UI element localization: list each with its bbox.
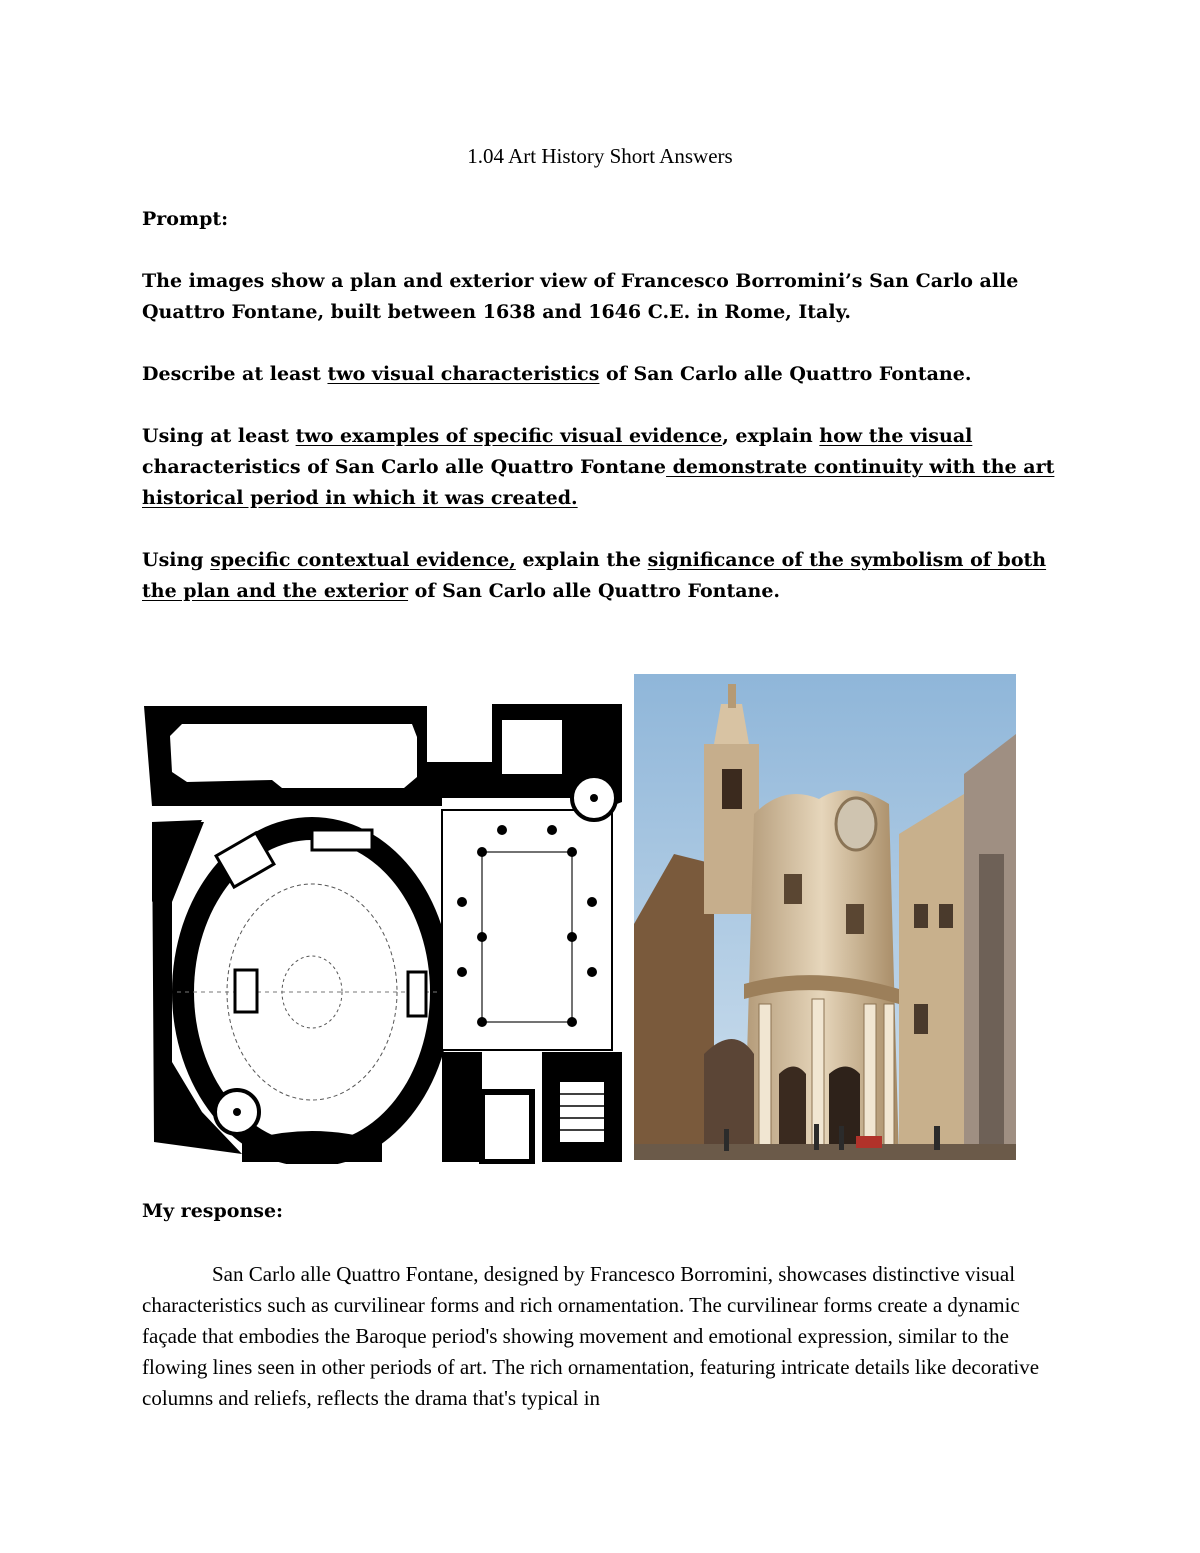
figures: [0, 672, 1200, 1192]
floor-plan-image: [142, 702, 628, 1164]
document-title: 1.04 Art History Short Answers: [467, 144, 733, 168]
prompt-heading: Prompt:: [142, 208, 229, 230]
prompt-paragraph-4: Using specific contextual evidence, explain the significance of the symbolism of both the plan and the exterior of San Carlo alle Quattro Fontane.: [142, 549, 1047, 602]
prompt-paragraph-2: Describe at least two visual characteristics of San Carlo alle Quattro Fontane.: [142, 363, 972, 385]
exterior-photo-image: [634, 674, 1016, 1160]
response-heading: My response:: [142, 1200, 284, 1222]
prompt-paragraph-3: Using at least two examples of specific visual evidence, explain how the visual characteristics of San Carlo alle Quattro Fontane demonstrate continuity with the art historical period in which it was created.: [142, 425, 1055, 509]
prompt-paragraph-1: The images show a plan and exterior view of Francesco Borromini’s San Carlo alle Quattro Fontane, built between 1638 and 1646 C.E. in Rome, Italy.: [142, 270, 1019, 323]
response-paragraph: San Carlo alle Quattro Fontane, designed by Francesco Borromini, showcases distinctive visual characteristics such as curvilinear forms and rich ornamentation. The curvilinear forms create a dynamic façade that embodies the Baroque period's showing movement and emotional expression, similar to the flowing lines seen in other periods of art. The rich ornamentation, featuring intricate details like decorative columns and reliefs, reflects the drama that's typical in: [142, 1262, 1040, 1410]
